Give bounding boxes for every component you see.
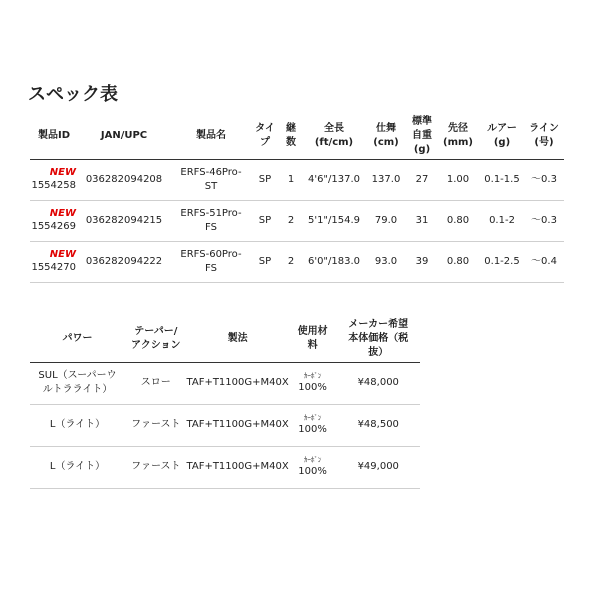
table-row xyxy=(30,200,564,241)
product-name-cell: ERFS-51Pro- FS xyxy=(170,200,252,241)
header-tip: 先径 (mm) xyxy=(436,113,480,159)
header-material: 使用材 料 xyxy=(289,316,337,362)
new-badge: NEW xyxy=(49,248,76,260)
lure-cell: 0.1-2 xyxy=(480,200,524,241)
table-row xyxy=(30,446,420,488)
product-id-cell: NEW 1554270 xyxy=(30,241,78,282)
price-cell: ¥49,000 xyxy=(336,446,420,488)
table-row xyxy=(30,362,420,404)
header-length: 全長 (ft/cm) xyxy=(304,113,364,159)
jan-cell: 036282094208 xyxy=(78,159,170,200)
tip-cell: 0.80 xyxy=(436,241,480,282)
method-cell: TAF+T1100G+M40X xyxy=(187,404,289,446)
table-row xyxy=(30,241,564,282)
header-id: 製品ID xyxy=(30,113,78,159)
product-id-cell: NEW 1554258 xyxy=(30,159,78,200)
length-cell: 5'1"/154.9 xyxy=(304,200,364,241)
action-cell: ファースト xyxy=(125,446,186,488)
spec2-header-row xyxy=(30,316,420,362)
material-cell: ｶｰﾎﾞﾝ 100% xyxy=(289,362,337,404)
closed-length-cell: 137.0 xyxy=(364,159,408,200)
header-power: パワー xyxy=(30,316,125,362)
header-method: 製法 xyxy=(187,316,289,362)
spec-table-2 xyxy=(30,316,420,489)
header-jan: JAN/UPC xyxy=(78,113,170,159)
power-cell: SUL（スーパーウ ルトラライト） xyxy=(30,362,125,404)
product-name-cell: ERFS-60Pro- FS xyxy=(170,241,252,282)
jan-cell: 036282094215 xyxy=(78,200,170,241)
header-price: メーカー希望 本体価格（税 抜） xyxy=(336,316,420,362)
spec-header-row xyxy=(30,113,564,159)
power-cell: L（ライト） xyxy=(30,404,125,446)
header-name: 製品名 xyxy=(170,113,252,159)
tip-cell: 1.00 xyxy=(436,159,480,200)
method-cell: TAF+T1100G+M40X xyxy=(187,362,289,404)
line-cell: 〜0.3 xyxy=(524,200,564,241)
header-lure: ルアー (g) xyxy=(480,113,524,159)
line-cell: 〜0.4 xyxy=(524,241,564,282)
product-name-cell: ERFS-46Pro- ST xyxy=(170,159,252,200)
jan-cell: 036282094222 xyxy=(78,241,170,282)
type-cell: SP xyxy=(252,200,278,241)
lure-cell: 0.1-1.5 xyxy=(480,159,524,200)
material-cell: ｶｰﾎﾞﾝ 100% xyxy=(289,404,337,446)
header-line: ライン (号) xyxy=(524,113,564,159)
new-badge: NEW xyxy=(49,207,76,219)
type-cell: SP xyxy=(252,241,278,282)
weight-cell: 31 xyxy=(408,200,436,241)
closed-length-cell: 79.0 xyxy=(364,200,408,241)
header-pieces: 継 数 xyxy=(278,113,304,159)
type-cell: SP xyxy=(252,159,278,200)
pieces-cell: 2 xyxy=(278,200,304,241)
new-badge: NEW xyxy=(49,166,76,178)
method-cell: TAF+T1100G+M40X xyxy=(187,446,289,488)
header-weight: 標準 自重 (g) xyxy=(408,113,436,159)
product-id-cell: NEW 1554269 xyxy=(30,200,78,241)
header-closed: 仕舞 (cm) xyxy=(364,113,408,159)
price-cell: ¥48,500 xyxy=(336,404,420,446)
weight-cell: 39 xyxy=(408,241,436,282)
length-cell: 4'6"/137.0 xyxy=(304,159,364,200)
spec-table xyxy=(30,113,564,283)
line-cell: 〜0.3 xyxy=(524,159,564,200)
table-row xyxy=(30,159,564,200)
header-type: タイ プ xyxy=(252,113,278,159)
tip-cell: 0.80 xyxy=(436,200,480,241)
power-cell: L（ライト） xyxy=(30,446,125,488)
table-row xyxy=(30,404,420,446)
pieces-cell: 1 xyxy=(278,159,304,200)
material-cell: ｶｰﾎﾞﾝ 100% xyxy=(289,446,337,488)
page-title: スペック表 xyxy=(28,84,118,105)
price-cell: ¥48,000 xyxy=(336,362,420,404)
closed-length-cell: 93.0 xyxy=(364,241,408,282)
pieces-cell: 2 xyxy=(278,241,304,282)
weight-cell: 27 xyxy=(408,159,436,200)
action-cell: ファースト xyxy=(125,404,186,446)
length-cell: 6'0"/183.0 xyxy=(304,241,364,282)
lure-cell: 0.1-2.5 xyxy=(480,241,524,282)
action-cell: スロー xyxy=(125,362,186,404)
header-action: テーパー/ アクション xyxy=(125,316,186,362)
